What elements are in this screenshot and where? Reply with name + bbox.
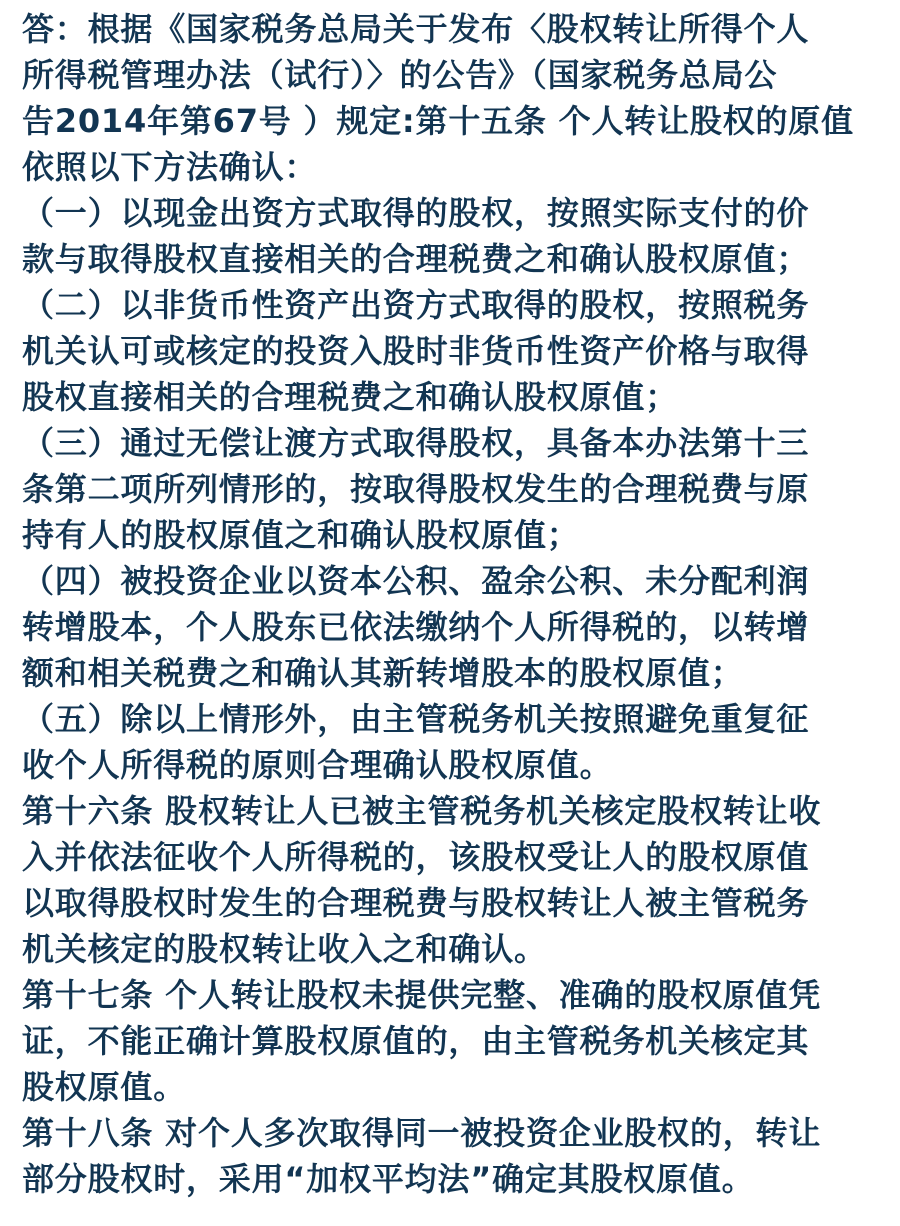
text-line: 第十六条 股权转让人已被主管税务机关核定股权转让收 xyxy=(22,792,822,830)
text-line: 告2014年第67号 ）规定:第十五条 个人转让股权的原值 xyxy=(22,102,854,140)
text-line: 依照以下方法确认： xyxy=(22,148,318,186)
text-line: （二）以非货币性资产出资方式取得的股权，按照税务 xyxy=(22,286,810,324)
text-line: 第十七条 个人转让股权未提供完整、准确的股权原值凭 xyxy=(22,976,822,1014)
text-line: 条第二项所列情形的，按取得股权发生的合理税费与原 xyxy=(22,470,810,508)
text-line: 机关核定的股权转让收入之和确认。 xyxy=(22,930,547,968)
text-line: 股权直接相关的合理税费之和确认股权原值； xyxy=(22,378,679,416)
text-line: 转增股本，个人股东已依法缴纳个人所得税的，以转增 xyxy=(22,608,810,646)
text-line: 部分股权时，采用“加权平均法”确定其股权原值。 xyxy=(22,1160,755,1198)
text-line: 股权原值。 xyxy=(22,1068,187,1106)
text-line: （五）除以上情形外，由主管税务机关按照避免重复征 xyxy=(22,700,810,738)
text-line: （一）以现金出资方式取得的股权，按照实际支付的价 xyxy=(22,194,810,232)
text-line: （四）被投资企业以资本公积、盈余公积、未分配利润 xyxy=(22,562,810,600)
text-line: 入并依法征收个人所得税的，该股权受让人的股权原值 xyxy=(22,838,810,876)
text-line: 收个人所得税的原则合理确认股权原值。 xyxy=(22,746,613,784)
text-line: 款与取得股权直接相关的合理税费之和确认股权原值； xyxy=(22,240,810,278)
text-line: 机关认可或核定的投资入股时非货币性资产价格与取得 xyxy=(22,332,810,370)
text-line: 第十八条 对个人多次取得同一被投资企业股权的，转让 xyxy=(22,1114,822,1152)
text-line: （三）通过无偿让渡方式取得股权，具备本办法第十三 xyxy=(22,424,810,462)
text-line: 所得税管理办法（试行）〉的公告》（国家税务总局公 xyxy=(22,56,778,94)
text-line: 以取得股权时发生的合理税费与股权转让人被主管税务 xyxy=(22,884,810,922)
text-line: 额和相关税费之和确认其新转增股本的股权原值； xyxy=(22,654,744,692)
text-line: 证，不能正确计算股权原值的，由主管税务机关核定其 xyxy=(22,1022,810,1060)
text-line: 持有人的股权原值之和确认股权原值； xyxy=(22,516,580,554)
text-line: 答：根据《国家税务总局关于发布〈股权转让所得个人 xyxy=(22,10,810,48)
